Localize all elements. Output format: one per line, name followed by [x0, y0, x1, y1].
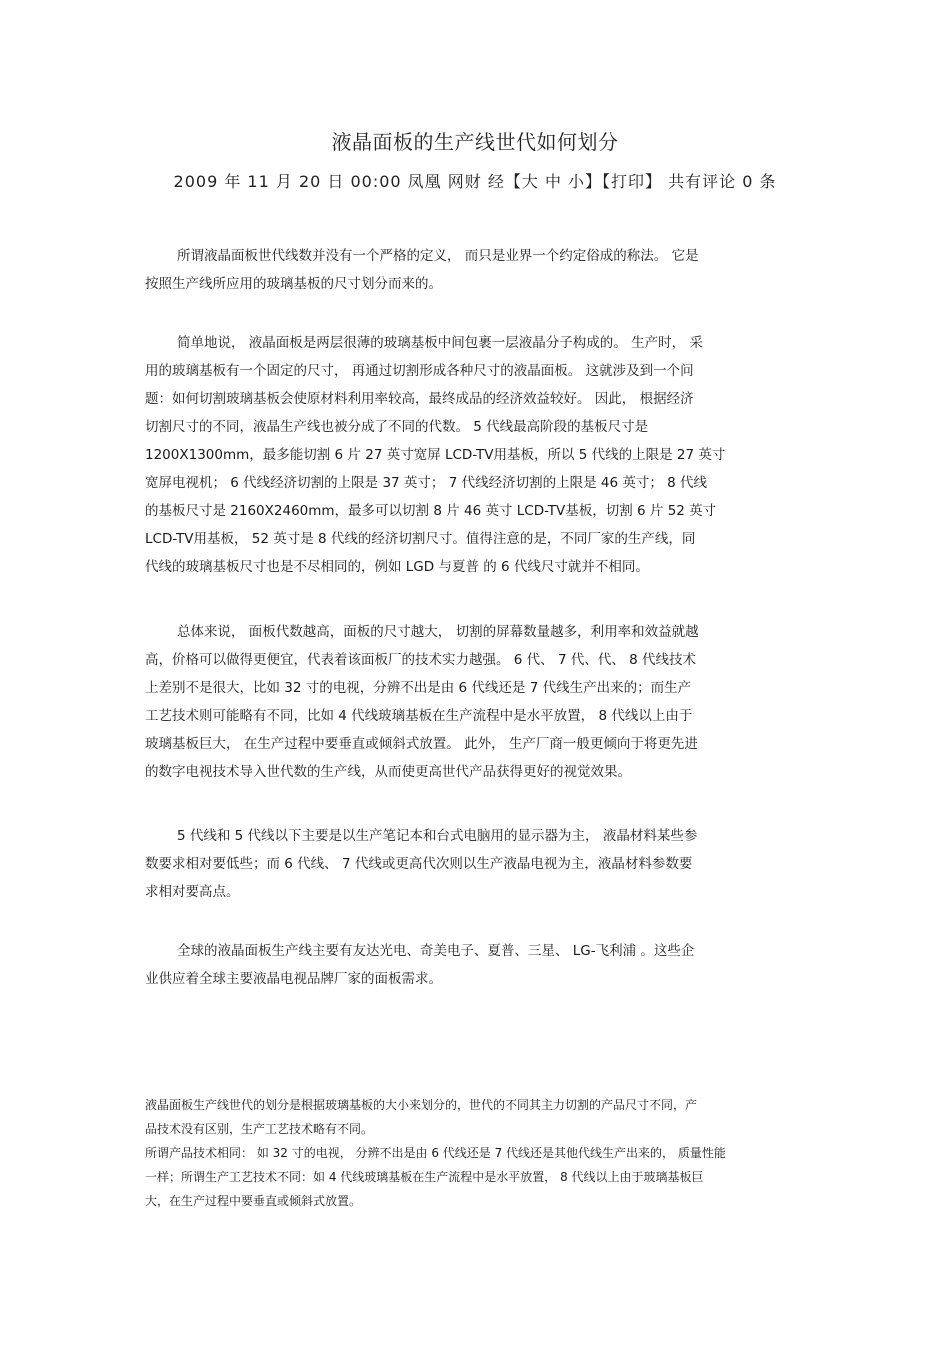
note-line: 所谓产品技术相同： 如 32 寸的电视， 分辨不出是由 6 代线还是 7 代线还是其他代线生产出来的， 质量性能	[145, 1146, 726, 1160]
paragraph-line: 工艺技术则可能略有不同，比如 4 代线玻璃基板在生产流程中是水平放置， 8 代线以上由于	[145, 708, 693, 724]
paragraph-line: 上差别不是很大，比如 32 寸的电视，分辨不出是由 6 代线还是 7 代线生产出来的；而生产	[145, 680, 692, 696]
paragraph-line: 按照生产线所应用的玻璃基板的尺寸划分而来的。	[145, 276, 442, 292]
paragraph-line: 的数字电视技术导入世代数的生产线，从而使更高世代产品获得更好的视觉效果。	[145, 764, 631, 780]
note-line: 一样；所谓生产工艺技术不同：如 4 代线玻璃基板在生产流程中是水平放置， 8 代线以上由于玻璃基板巨	[145, 1170, 704, 1184]
paragraph-line: 1200X1300mm，最多能切割 6 片 27 英寸宽屏 LCD-TV用基板，所以 5 代线的上限是 27 英寸	[145, 447, 726, 463]
paragraph	[145, 242, 805, 298]
paragraph-line: 玻璃基板巨大， 在生产过程中要垂直或倾斜式放置。 此外， 生产厂商一般更倾向于将更先进	[145, 736, 698, 752]
paragraph-line: 宽屏电视机； 6 代线经济切割的上限是 37 英寸； 7 代线经济切割的上限是 46 英寸； 8 代线	[145, 475, 708, 491]
paragraph-line: 切割尺寸的不同，液晶生产线也被分成了不同的代数。 5 代线最高阶段的基板尺寸是	[145, 419, 649, 435]
paragraph-line: 代线的玻璃基板尺寸也是不尽相同的，例如 LGD 与夏普 的 6 代线尺寸就并不相同。	[145, 559, 649, 575]
paragraph	[145, 329, 805, 581]
paragraph	[145, 822, 805, 906]
article-meta: 2009 年 11 月 20 日 00:00 凤凰 网财 经【大 中 小】【打印】 共有评论 0 条	[173, 172, 777, 191]
paragraph-line: 数要求相对要低些；而 6 代线、 7 代线或更高代次则以生产液晶电视为主，液晶材料参数要	[145, 856, 693, 872]
paragraph-line: 全球的液晶面板生产线主要有友达光电、奇美电子、夏普、三星、 LG-飞利浦 。这些企	[177, 943, 695, 959]
note-line: 品技术没有区别，生产工艺技术略有不同。	[145, 1122, 374, 1136]
document-title: 液晶面板的生产线世代如何划分	[331, 130, 619, 154]
paragraph-line: 总体来说， 面板代数越高，面板的尺寸越大， 切割的屏幕数量越多，利用率和效益就越	[177, 624, 699, 640]
paragraph-line: 题：如何切割玻璃基板会使原材料利用率较高，最终成品的经济效益较好。 因此， 根据经济	[145, 391, 694, 407]
paragraph-line: 所谓液晶面板世代线数并没有一个严格的定义， 而只是业界一个约定俗成的称法。 它是	[177, 248, 699, 264]
note-line: 液晶面板生产线世代的划分是根据玻璃基板的大小来划分的，世代的不同其主力切割的产品尺寸不同，产	[145, 1098, 698, 1112]
note-line: 大，在生产过程中要垂直或倾斜式放置。	[145, 1194, 362, 1208]
paragraph	[145, 937, 805, 993]
paragraph-line: 求相对要高点。	[145, 884, 240, 900]
paragraph-line: 5 代线和 5 代线以下主要是以生产笔记本和台式电脑用的显示器为主， 液晶材料某些参	[177, 828, 698, 844]
paragraph-line: 的基板尺寸是 2160X2460mm，最多可以切割 8 片 46 英寸 LCD-TV基板，切割 6 片 52 英寸	[145, 503, 717, 519]
summary-notes	[145, 1093, 805, 1213]
paragraph-line: 简单地说， 液晶面板是两层很薄的玻璃基板中间包裹一层液晶分子构成的。 生产时， 采	[177, 335, 703, 351]
paragraph-line: 高，价格可以做得更便宜，代表着该面板厂的技术实力越强。 6 代、 7 代、代、 8 代线技术	[145, 652, 697, 668]
paragraph	[145, 618, 805, 786]
paragraph-line: 业供应着全球主要液晶电视品牌厂家的面板需求。	[145, 971, 442, 987]
paragraph-line: 用的玻璃基板有一个固定的尺寸， 再通过切割形成各种尺寸的液晶面板。 这就涉及到一个问	[145, 363, 694, 379]
paragraph-line: LCD-TV用基板， 52 英寸是 8 代线的经济切割尺寸。值得注意的是，不同厂家的生产线，同	[145, 531, 696, 547]
